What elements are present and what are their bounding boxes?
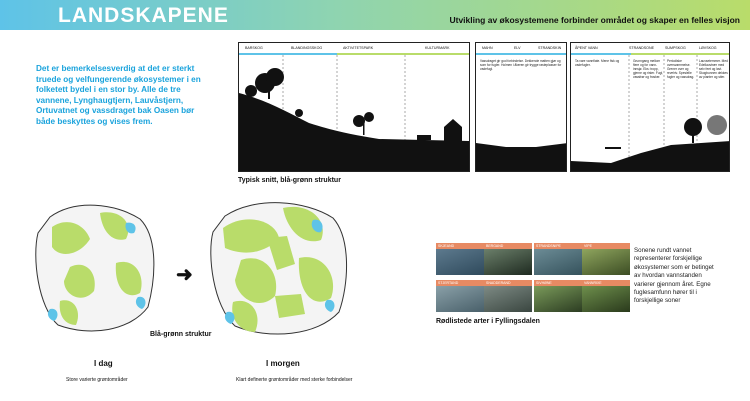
- species-card: [436, 280, 484, 312]
- zone-label-lovskog: LØVSKOG: [699, 46, 717, 50]
- river-section-silhouette: [476, 43, 567, 172]
- lake-note-4: Lauvsetemmer. Med Edellauvtrær med selv feet og lavt. Skogbunnen dekkes av planter og stier.: [699, 59, 728, 79]
- forest-section-silhouette: [239, 43, 470, 172]
- map-today-title: I dag: [94, 359, 113, 368]
- zone-label-elv: ELV: [514, 46, 521, 50]
- zone-label-sumpskog: SUMPSKOG: [665, 46, 686, 50]
- species-card: [534, 280, 582, 312]
- header-banner: [0, 0, 750, 30]
- zone-label-blandingsskog: BLANDINGSSKOG: [291, 46, 323, 50]
- species-name: BERGAND: [484, 243, 532, 249]
- map-today-caption: Store varierte grøntområder: [66, 377, 128, 383]
- map-tomorrow-title: I morgen: [266, 359, 300, 368]
- species-name: VANNRIXE: [582, 280, 630, 286]
- arrow-right-icon: ➜: [176, 264, 193, 286]
- species-name: SIVHØNE: [534, 280, 582, 286]
- species-name: STJERTAND: [436, 280, 484, 286]
- map-label: Blå-grønn struktur: [150, 331, 212, 338]
- lake-note-1: Ta vare vannflate. Mene fisk og vadefugler.: [575, 59, 620, 67]
- zone-label-strandsone: STRANDSONE: [629, 46, 654, 50]
- species-name: STRANDSNIPE: [534, 243, 582, 249]
- species-card: [436, 243, 484, 275]
- river-note: Vassdraget gir god forbindelse. Dekkende matten gjør og som for fugler. Holmen i åkeren gir trygge rasteplasser for vadefugl.: [480, 59, 562, 71]
- map-today: [30, 197, 160, 337]
- lake-section-silhouette: [571, 43, 730, 172]
- lake-note-3: Periodiske oversvømmelse. Grener over og revehiv. Spesielle fugler og vassdrag.: [667, 59, 695, 79]
- zone-label-barskog: BARSKOG: [245, 46, 263, 50]
- species-name: VIPE: [582, 243, 630, 249]
- zone-label-aktivitetspark: AKTIVITETSPARK: [343, 46, 374, 50]
- species-card: [534, 243, 582, 275]
- lake-note-2: Grunngang mellom flere og for vann-innsjø. Eks: tropp, gjerne og rister. Fugl, vassfrør og frosker.: [633, 59, 663, 79]
- page-title: LANDSKAPENE: [58, 4, 229, 27]
- intro-text: Det er bemerkelsesverdig at det er sterkt truede og velfungerende økosystemer i en folketett bydel i en stor by. Alle de tre vannene, Lynghaugtjern, Lauvåstjern, Ortuvatnet og vassdraget bak Oasen bør både beskyttes og vises frem.: [36, 64, 201, 126]
- page-subtitle: Utvikling av økosystemene forbinder området og skaper en felles visjon: [449, 15, 740, 25]
- section-panel-lake: [570, 42, 730, 172]
- species-name: SKJEAND: [436, 243, 484, 249]
- section-panel-river: [475, 42, 567, 172]
- map-tomorrow-caption: Klart definerte grøntområder med sterke forbindelser: [236, 377, 353, 383]
- section-panel-forest: [238, 42, 470, 172]
- zone-label-kulturmark: KULTURMARK: [425, 46, 450, 50]
- zone-label-apent-vann: ÅPENT VANN: [575, 46, 598, 50]
- species-card: [582, 243, 630, 275]
- species-card: [582, 280, 630, 312]
- zones-description: Sonene rundt vannet representerer forskjellige økosystemer som er betinget av hvordan vannstanden varierer gjennom året. Egne fuglesamfunn hører til i forskjellige soner: [634, 247, 714, 305]
- species-caption: Rødlistede arter i Fyllingsdalen: [436, 318, 540, 325]
- species-card: [484, 243, 532, 275]
- zone-label-mahn: MAHN: [482, 46, 493, 50]
- species-name: SNADDERAND: [484, 280, 532, 286]
- species-card: [484, 280, 532, 312]
- map-tomorrow: [205, 194, 355, 340]
- section-caption: Typisk snitt, blå-grønn struktur: [238, 177, 341, 184]
- zone-label-strandskin: STRANDSKIN: [538, 46, 562, 50]
